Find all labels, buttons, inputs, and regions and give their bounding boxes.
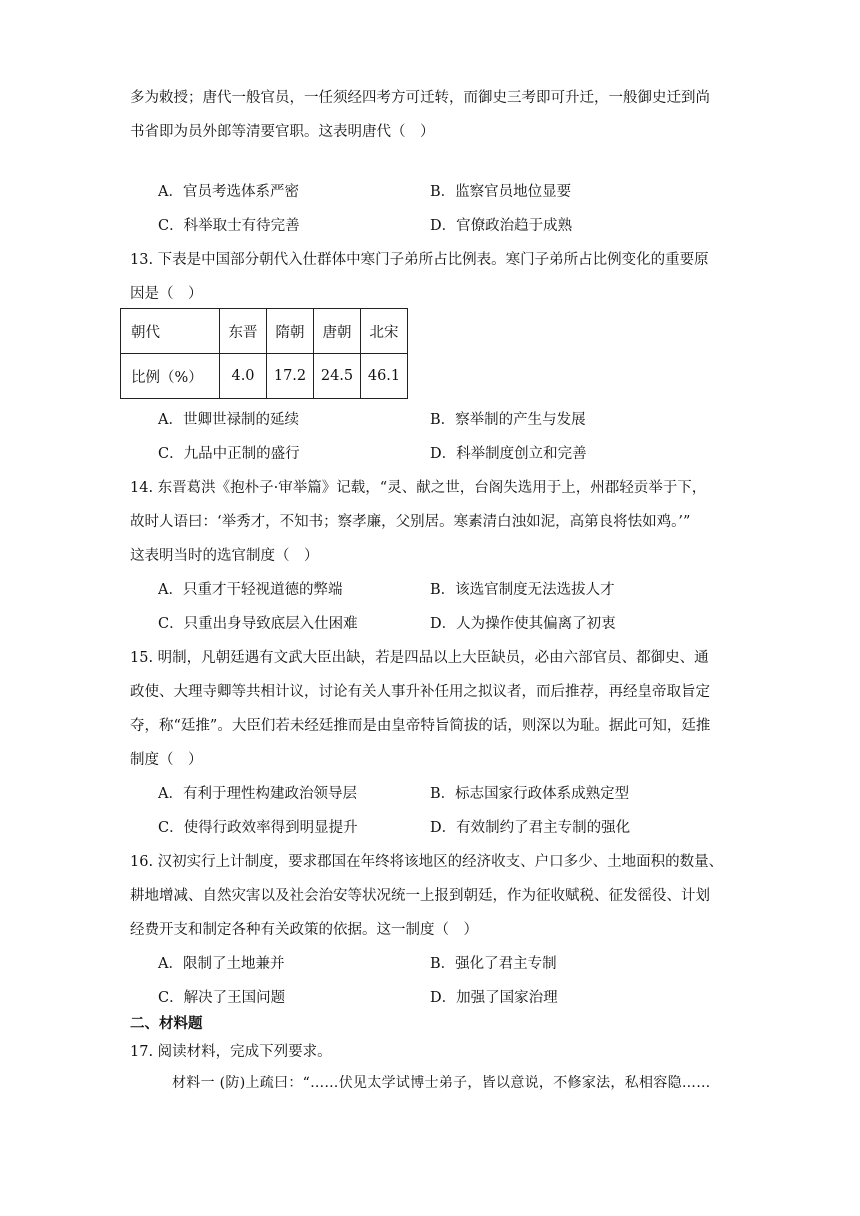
q16-option-b[interactable]: B．强化了君主专制 — [430, 956, 557, 972]
q12-option-c[interactable]: C．科举取士有待完善 — [158, 218, 300, 234]
table-cell: 隋朝 — [267, 309, 314, 354]
table-cell: 46.1 — [361, 354, 408, 399]
q16-stem-line3: 经费开支和制定各种有关政策的依据。这一制度（ ） — [130, 922, 478, 938]
q14-option-d[interactable]: D．人为操作使其偏离了初衷 — [430, 616, 616, 632]
q12-stem-line1: 多为敕授；唐代一般官员，一任须经四考方可迁转，而御史三考即可升迁，一般御史迁到尚 — [130, 90, 710, 106]
table-cell: 4.0 — [220, 354, 267, 399]
q12-stem-line2: 书省即为员外郎等清要官职。这表明唐代（ ） — [130, 124, 435, 140]
q13-stem-line1: 13. 下表是中国部分朝代入仕群体中寒门子弟所占比例表。寒门子弟所占比例变化的重要原 — [130, 252, 709, 268]
q13-option-a[interactable]: A．世卿世禄制的延续 — [158, 412, 299, 428]
q17-stem-line1: 17. 阅读材料，完成下列要求。 — [130, 1044, 332, 1060]
q14-option-a[interactable]: A．只重才干轻视道德的弊端 — [158, 582, 343, 598]
q16-option-a[interactable]: A．限制了土地兼并 — [158, 956, 285, 972]
table-row — [121, 309, 408, 354]
q15-stem-line1: 15. 明制，凡朝廷遇有文武大臣出缺，若是四品以上大臣缺员，必由六部官员、都御史、通 — [130, 650, 709, 666]
q15-option-d[interactable]: D．有效制约了君主专制的强化 — [430, 820, 631, 836]
q15-stem-line2: 政使、大理寺卿等共相计议，讨论有关人事升补任用之拟议者，而后推荐，再经皇帝取旨定 — [130, 684, 710, 700]
q13-option-c[interactable]: C．九品中正制的盛行 — [158, 446, 300, 462]
q15-option-a[interactable]: A．有利于理性构建政治领导层 — [158, 786, 357, 802]
q14-stem-line3: 这表明当时的选官制度（ ） — [130, 548, 319, 564]
table-cell: 17.2 — [267, 354, 314, 399]
q12-option-a[interactable]: A．官员考选体系严密 — [158, 184, 299, 200]
q16-stem-line2: 耕地增减、自然灾害以及社会治安等状况统一上报到朝廷，作为征收赋税、征发徭役、计划 — [130, 888, 710, 904]
section-heading: 二、材料题 — [130, 1015, 203, 1032]
q16-option-c[interactable]: C．解决了王国问题 — [158, 990, 286, 1006]
q12-option-d[interactable]: D．官僚政治趋于成熟 — [430, 218, 573, 234]
q12-option-b[interactable]: B．监察官员地位显要 — [430, 184, 572, 200]
q16-option-d[interactable]: D．加强了国家治理 — [430, 990, 558, 1006]
table-cell: 24.5 — [314, 354, 361, 399]
table-cell: 唐朝 — [314, 309, 361, 354]
q15-option-c[interactable]: C．使得行政效率得到明显提升 — [158, 820, 358, 836]
q14-option-c[interactable]: C．只重出身导致底层入仕困难 — [158, 616, 358, 632]
table-cell: 东晋 — [220, 309, 267, 354]
q14-option-b[interactable]: B．该选官制度无法选拔人才 — [430, 582, 615, 598]
table-cell: 北宋 — [361, 309, 408, 354]
q17-material-quote: 材料一 (防)上疏曰：“……伏见太学试博士弟子，皆以意说，不修家法，私相容隐…… — [172, 1075, 711, 1091]
q16-stem-line1: 16. 汉初实行上计制度，要求郡国在年终将该地区的经济收支、户口多少、土地面积的数量、 — [130, 854, 724, 870]
q13-stem-line2: 因是（ ） — [130, 286, 203, 302]
q13-option-d[interactable]: D．科举制度创立和完善 — [430, 446, 587, 462]
q15-stem-line3: 夺，称“廷推”。大臣们若未经廷推而是由皇帝特旨简拔的话，则深以为耻。据此可知，廷推 — [130, 718, 711, 734]
table-cell: 比例（%） — [121, 354, 220, 399]
table-row — [121, 354, 408, 399]
q15-option-b[interactable]: B．标志国家行政体系成熟定型 — [430, 786, 630, 802]
q13-option-b[interactable]: B．察举制的产生与发展 — [430, 412, 586, 428]
q13-ratio-table — [120, 308, 408, 399]
table-cell: 朝代 — [121, 309, 220, 354]
q14-stem-line1: 14. 东晋葛洪《抱朴子·审举篇》记载，“灵、献之世，台阁失选用于上，州郡轻贡举于下， — [130, 480, 707, 496]
q14-stem-line2: 故时人语曰：‘举秀才，不知书；察孝廉，父别居。寒素清白浊如泥，高第良将怯如鸡。’” — [130, 514, 691, 530]
q15-stem-line4: 制度（ ） — [130, 752, 203, 768]
